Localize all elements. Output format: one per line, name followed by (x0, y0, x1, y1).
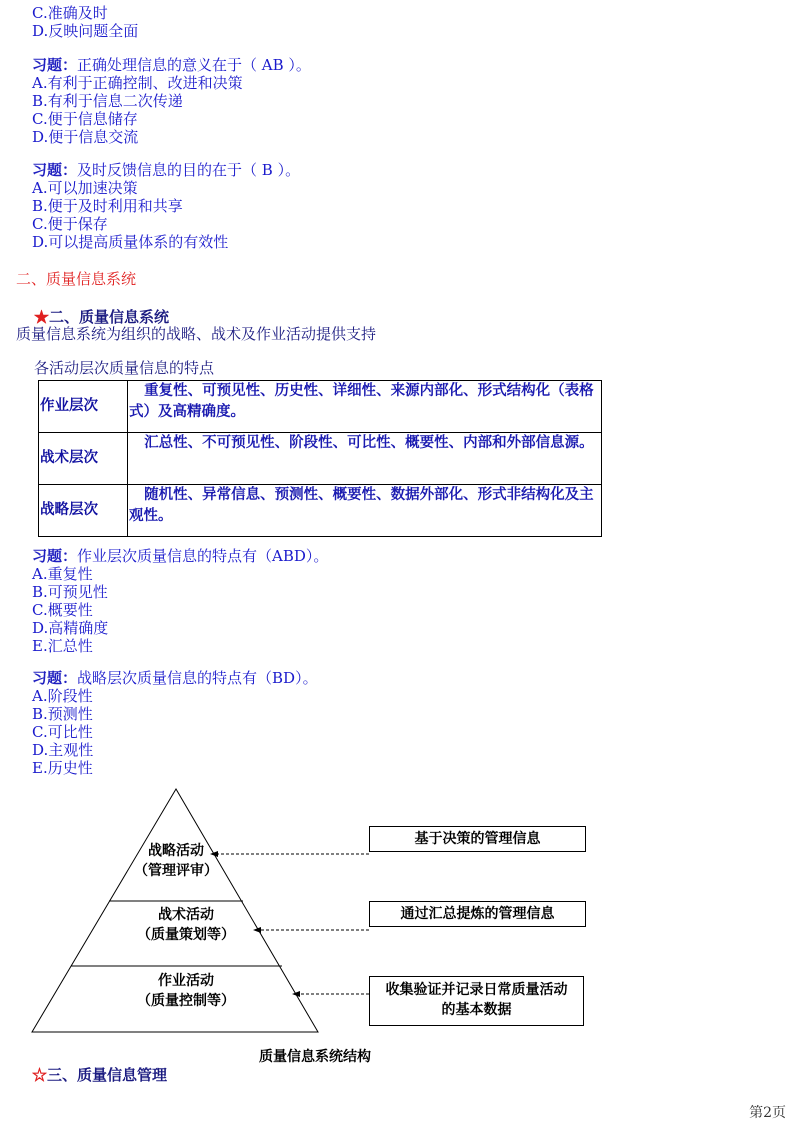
feature-text: 汇总性、不可预见性、阶段性、可比性、概要性、内部和外部信息源。 (144, 435, 594, 451)
option-line: D.可以提高质量体系的有效性 (32, 233, 229, 251)
feature-cell (128, 381, 602, 433)
option-line: C.可比性 (32, 723, 93, 741)
option-line: B.可预见性 (32, 583, 108, 601)
star-icon: ★ (34, 308, 50, 326)
option-line: A.可以加速决策 (32, 179, 138, 197)
pyramid-level-label: 战略活动 （管理评审） (134, 843, 218, 879)
hollow-star-icon: ☆ (32, 1066, 48, 1084)
table-row (39, 433, 602, 485)
next-heading-text: 三、质量信息管理 (47, 1066, 168, 1084)
exercise-prefix: 习题： (32, 161, 78, 179)
option-line: E.汇总性 (32, 637, 93, 655)
option-line: B.预测性 (32, 705, 93, 723)
option-line: B.有利于信息二次传递 (32, 92, 183, 110)
option-line: A.阶段性 (32, 687, 93, 705)
pyramid-level-label: 战术活动 （质量策划等） (137, 907, 235, 943)
feature-text: 随机性、异常信息、预测性、概要性、数据外部化、形式非结构化及主观性。 (129, 487, 594, 524)
table-caption: 各活动层次质量信息的特点 (34, 359, 215, 377)
feature-cell (128, 433, 602, 485)
feature-cell (128, 485, 602, 537)
level-cell: 战术层次 (39, 433, 128, 485)
info-box: 通过汇总提炼的管理信息 (369, 901, 586, 927)
exercise-question (32, 56, 311, 74)
exercise-prefix: 习题： (32, 669, 78, 687)
exercise-prefix: 习题： (32, 56, 78, 74)
table-row (39, 485, 602, 537)
page-number: 第2页 (749, 1105, 786, 1121)
option-line: D.高精确度 (32, 619, 109, 637)
option-line: D.便于信息交流 (32, 128, 139, 146)
exercise-text: 正确处理信息的意义在于（ AB ）。 (77, 56, 311, 74)
option-line: D.主观性 (32, 741, 94, 759)
option-line: C.便于信息储存 (32, 110, 138, 128)
exercise-question (32, 547, 328, 565)
table-row (39, 381, 602, 433)
exercise-question (32, 161, 300, 179)
sub-heading (34, 308, 169, 326)
info-box: 基于决策的管理信息 (369, 826, 586, 852)
feature-text: 重复性、可预见性、历史性、详细性、来源内部化、形式结构化（表格式）及高精确度。 (129, 383, 594, 420)
next-heading (32, 1066, 167, 1084)
section-heading: 二、质量信息系统 (16, 270, 137, 288)
pyramid-level-label: 作业活动 （质量控制等） (137, 973, 235, 1009)
option-line: A.重复性 (32, 565, 93, 583)
option-line: B.便于及时利用和共享 (32, 197, 183, 215)
sub-heading-text: 二、质量信息系统 (49, 308, 170, 326)
diagram-caption: 质量信息系统结构 (259, 1049, 371, 1065)
option-line: A.有利于正确控制、改进和决策 (32, 74, 243, 92)
exercise-question (32, 669, 318, 687)
intro-text: 质量信息系统为组织的战略、战术及作业活动提供支持 (16, 325, 377, 343)
option-line: D.反映问题全面 (32, 22, 139, 40)
exercise-prefix: 习题： (32, 547, 78, 565)
level-cell: 战略层次 (39, 485, 128, 537)
level-cell: 作业层次 (39, 381, 128, 433)
exercise-text: 作业层次质量信息的特点有（ABD）。 (77, 547, 329, 565)
option-line: C.概要性 (32, 601, 93, 619)
info-box: 收集验证并记录日常质量活动 的基本数据 (369, 976, 584, 1026)
option-line: C.便于保存 (32, 215, 108, 233)
option-line: C.准确及时 (32, 4, 108, 22)
option-line: E.历史性 (32, 759, 93, 777)
info-level-table (38, 380, 602, 537)
exercise-text: 战略层次质量信息的特点有（BD）。 (77, 669, 318, 687)
exercise-text: 及时反馈信息的目的在于（ B ）。 (77, 161, 301, 179)
